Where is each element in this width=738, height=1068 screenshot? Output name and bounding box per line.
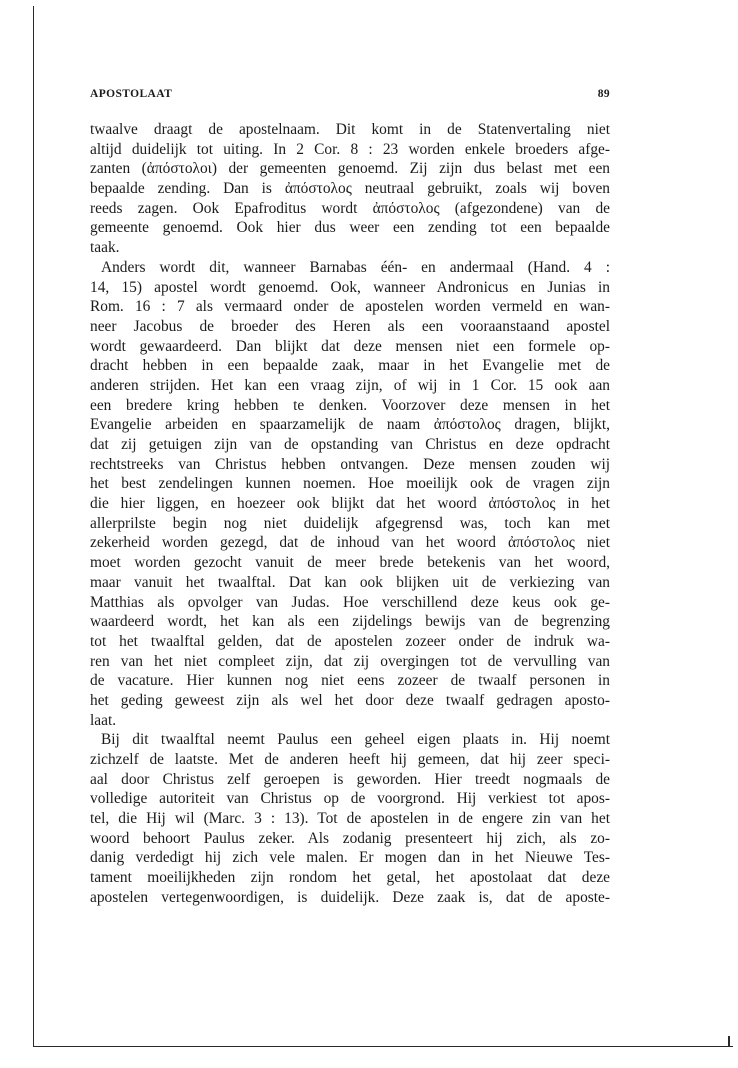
running-head (90, 88, 610, 104)
text-line: Anders wordt dit, wanneer Barnabas één- en andermaal (Hand. 4 : (101, 258, 610, 276)
text-line: zekerheid worden gezegd, dat de inhoud van het woord ἀπόστολος niet (90, 534, 610, 552)
text-line: bepaalde zending. Dan is ἀπόστολος neutraal gebruikt, zoals wij boven (90, 180, 610, 198)
page-edge-left (33, 6, 34, 1046)
text-line: Rom. 16 : 7 als vermaard onder de apostelen worden vermeld en wan- (90, 298, 610, 316)
text-line: Bij dit twaalftal neemt Paulus een geheel eigen plaats in. Hij noemt (101, 731, 610, 749)
text-line: waardeerd wordt, het kan als een zijdelings bewijs van de begrenzing (90, 613, 610, 631)
text-line: allerprilste begin nog niet duidelijk afgegrensd was, toch kan met (90, 514, 610, 532)
text-line: danig verdedigt hij zich vele malen. Er mogen dan in het Nieuwe Tes- (90, 849, 610, 867)
text-line: het geding geweest zijn als wel het door deze twaalf gedragen aposto- (90, 691, 610, 709)
text-line: zichzelf de laatste. Met de anderen heeft hij gemeen, dat hij zeer speci- (90, 751, 610, 768)
text-line: de vacature. Hier kunnen nog niet eens zozeer de twaalf personen in (90, 672, 610, 690)
text-line: een bredere kring hebben te denken. Voorzover deze mensen in het (90, 396, 610, 414)
text-line: reeds zagen. Ook Epafroditus wordt ἀπόστολος (afgezondene) van de (90, 199, 610, 217)
text-line: Matthias als opvolger van Judas. Hoe verschillend deze keus ook ge- (90, 593, 610, 611)
text-line: anderen strijden. Het kan een vraag zijn, of wij in 1 Cor. 15 ook aan (90, 376, 610, 394)
paragraph (90, 258, 610, 731)
text-line: twaalve draagt de apostelnaam. Dit komt in de Statenvertaling niet (90, 121, 610, 138)
running-head-title: APOSTOLAAT (90, 88, 173, 100)
text-line: dracht hebben in een bepaalde zaak, maar in het Evangelie met de (90, 357, 610, 375)
paragraph (90, 730, 610, 907)
text-line: Evangelie arbeiden en spaarzamelijk de naam ἀπόστολος dragen, blijkt, (90, 416, 610, 434)
text-line: rechtstreeks van Christus hebben ontvangen. Deze mensen zouden wij (90, 455, 610, 473)
paragraph (90, 120, 610, 258)
text-line: maar vanuit het twaalftal. Dat kan ook blijken uit de verkiezing van (90, 573, 610, 591)
text-line: dat zij getuigen zijn van de opstanding van Christus en deze opdracht (90, 436, 610, 453)
page-number: 89 (597, 88, 610, 100)
text-line: neer Jacobus de broeder des Heren als een vooraanstaand apostel (90, 317, 610, 335)
text-line: woord behoort Paulus zeker. Als zodanig presenteert hij zich, als zo- (90, 829, 610, 847)
page-edge-bottom (33, 1046, 733, 1047)
text-line: ren van het niet compleet zijn, dat zij overgingen tot de vervulling van (90, 652, 610, 670)
text-line: 14, 15) apostel wordt genoemd. Ook, wanneer Andronicus en Junias in (90, 278, 610, 296)
text-line: zanten (ἀπόστολοι) der gemeenten genoemd. Zij zijn dus belast met een (90, 160, 610, 178)
text-line: apostelen vertegenwoordigen, is duidelijk. Deze zaak is, dat de aposte- (90, 888, 610, 906)
text-line: gemeente genoemd. Ook hier dus weer een zending tot een bepaalde (90, 219, 610, 237)
text-line: altijd duidelijk tot uiting. In 2 Cor. 8 : 23 worden enkele broeders afge- (90, 140, 610, 158)
text-line: volledige autoriteit van Christus op de voorgrond. Hij verkiest tot apos- (90, 790, 610, 808)
text-line: die hier liggen, en hoezeer ook blijkt dat het woord ἀπόστολος in het (90, 495, 610, 513)
text-line: taak. (90, 239, 120, 257)
text-line: tot het twaalftal gelden, dat de apostelen zozeer onder de indruk wa- (90, 632, 610, 650)
text-line: wordt gewaardeerd. Dan blijkt dat deze mensen niet een formele op- (90, 337, 610, 355)
text-line: tament moeilijkheden zijn rondom het getal, het apostolaat dat deze (90, 869, 610, 887)
body-text (90, 120, 610, 908)
text-line: moet worden gezocht vanuit de meer brede betekenis van het woord, (90, 554, 610, 572)
text-line: tel, die Hij wil (Marc. 3 : 13). Tot de apostelen in de engere zin van het (90, 810, 610, 828)
page-edge-tick (728, 1036, 730, 1046)
text-line: het best zendelingen kunnen noemen. Hoe moeilijk ook de vragen zijn (90, 475, 610, 493)
text-line: aal door Christus zelf geroepen is geworden. Hier treedt nogmaals de (90, 770, 610, 788)
text-line: laat. (90, 711, 117, 729)
